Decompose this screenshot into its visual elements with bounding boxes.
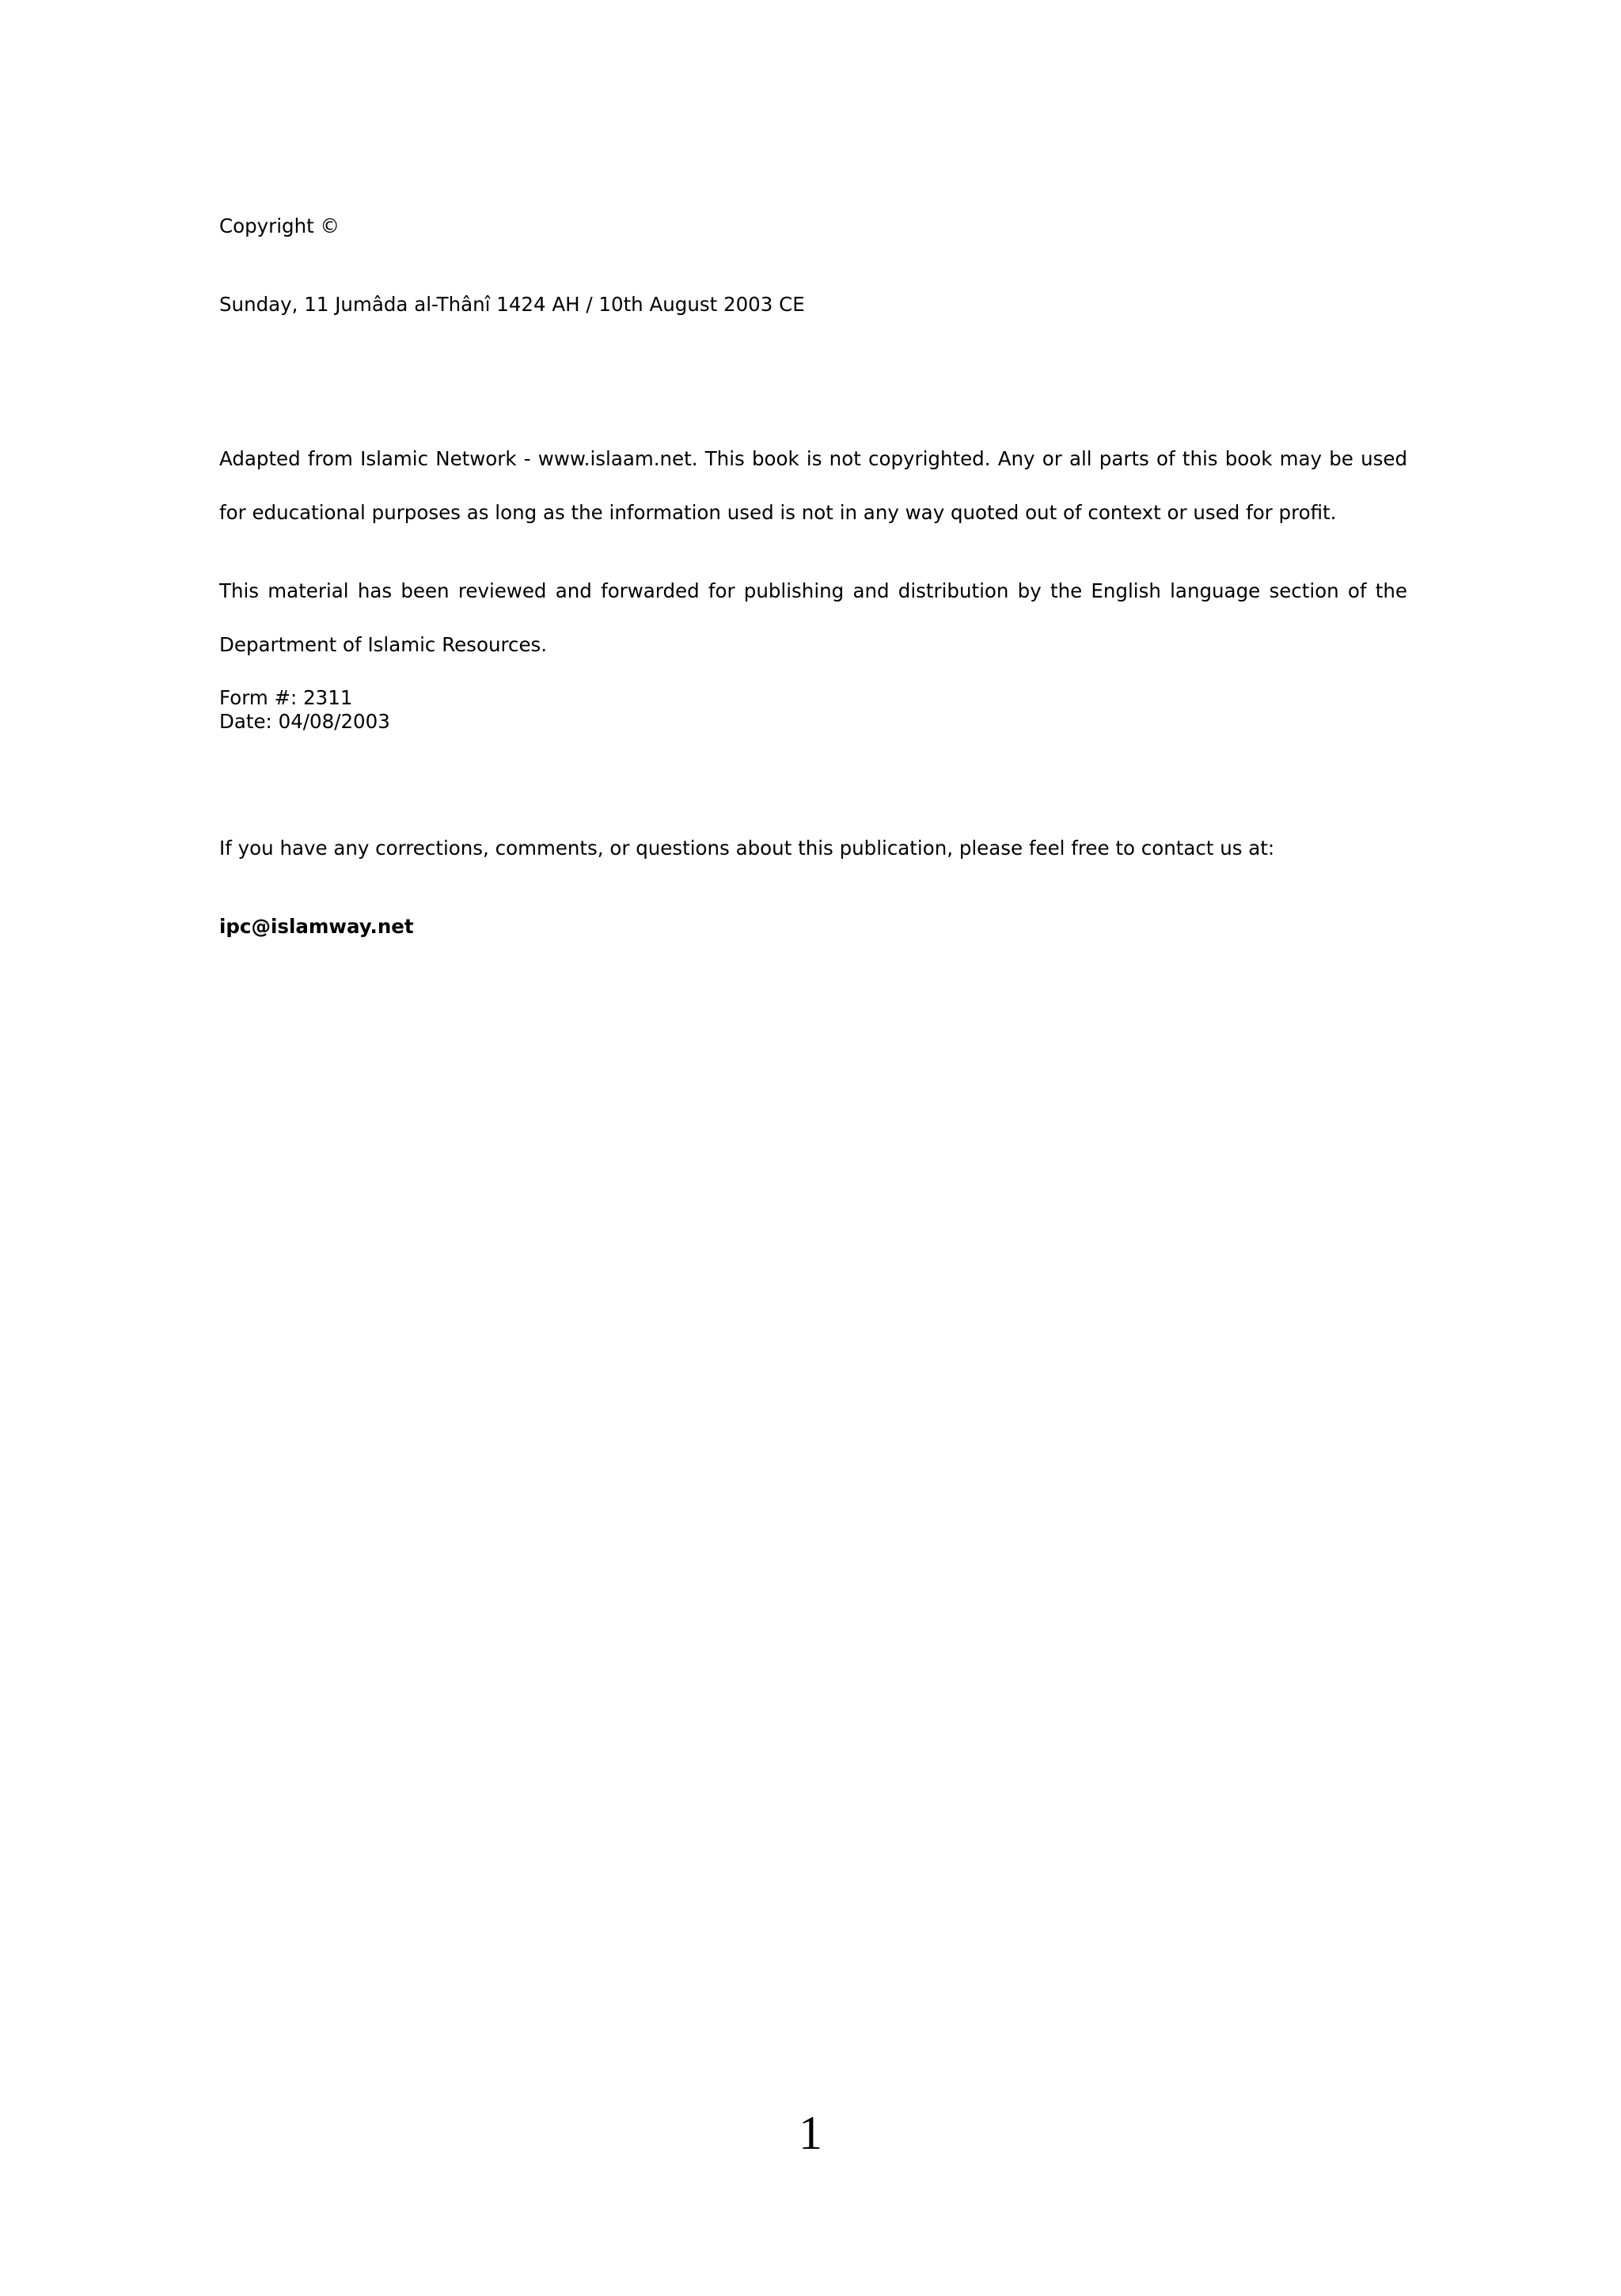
review-paragraph-line-1: This material has been reviewed and forwarded for publishing and distribution by the English language section of the [219,579,1407,602]
review-paragraph-line-2: Department of Islamic Resources. [219,633,548,656]
copyright-line: Copyright © [219,214,340,237]
page-number: 1 [799,2107,822,2159]
date-line: Sunday, 11 Jumâda al-Thânî 1424 AH / 10th August 2003 CE [219,293,805,316]
adapted-paragraph-line-2: for educational purposes as long as the information used is not in any way quoted out of context or used for profit. [219,501,1337,524]
contact-email: ipc@islamway.net [219,915,414,938]
form-number: Form #: 2311 [219,686,353,709]
form-date: Date: 04/08/2003 [219,710,390,733]
contact-text: If you have any corrections, comments, or questions about this publication, please feel free to contact us at: [219,837,1275,860]
adapted-paragraph-line-1: Adapted from Islamic Network - www.islaam.net. This book is not copyrighted. Any or all parts of this book may be used [219,447,1407,470]
